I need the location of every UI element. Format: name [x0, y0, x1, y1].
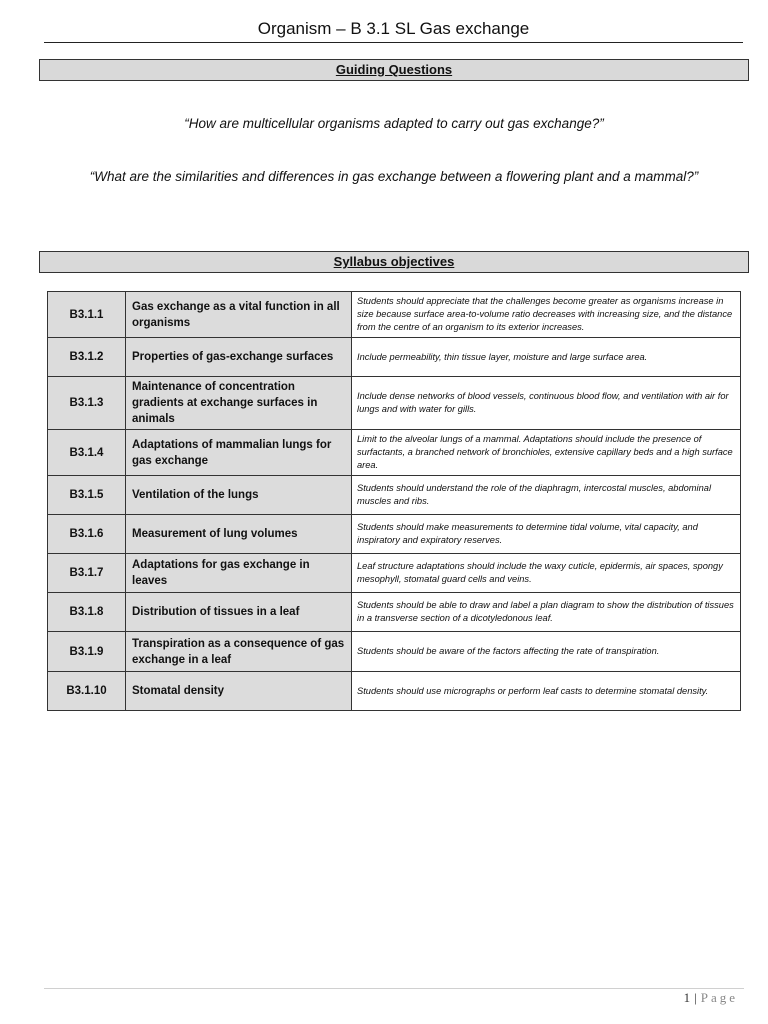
- objective-code: B3.1.9: [48, 632, 126, 672]
- objective-topic: Distribution of tissues in a leaf: [126, 593, 352, 632]
- objective-description: Students should be aware of the factors affecting the rate of transpiration.: [352, 632, 741, 672]
- objective-description: Leaf structure adaptations should include the waxy cuticle, epidermis, air spaces, spongy mesophyll, stomatal guard cells and veins.: [352, 554, 741, 593]
- objective-topic: Properties of gas-exchange surfaces: [126, 338, 352, 377]
- guiding-question-1: “How are multicellular organisms adapted to carry out gas exchange?”: [184, 116, 604, 131]
- table-row: [48, 672, 741, 711]
- objective-topic: Ventilation of the lungs: [126, 476, 352, 515]
- objective-description: Students should appreciate that the challenges become greater as organisms increase in size because surface area-to-volume ratio decreases with increasing size, and the distance from the centre of an organism to its exterior increases.: [352, 292, 741, 338]
- objective-description: Limit to the alveolar lungs of a mammal. Adaptations should include the presence of surfactants, a branched network of bronchioles, extensive capillary beds and a high surface area.: [352, 430, 741, 476]
- objective-code: B3.1.1: [48, 292, 126, 338]
- objective-code: B3.1.10: [48, 672, 126, 711]
- table-row: [48, 554, 741, 593]
- table-row: [48, 338, 741, 377]
- objective-topic: Gas exchange as a vital function in all organisms: [126, 292, 352, 338]
- table-row: [48, 593, 741, 632]
- syllabus-objectives-heading: [39, 251, 749, 273]
- page-title: Organism – B 3.1 SL Gas exchange: [44, 18, 743, 43]
- table-row: [48, 476, 741, 515]
- objective-description: Students should be able to draw and label a plan diagram to show the distribution of tissues in a transverse section of a dicotyledonous leaf.: [352, 593, 741, 632]
- page-word: Page: [700, 990, 738, 1005]
- guiding-questions-heading: [39, 59, 749, 81]
- objective-code: B3.1.2: [48, 338, 126, 377]
- footer-separator: |: [694, 990, 697, 1005]
- objective-code: B3.1.3: [48, 377, 126, 430]
- objective-topic: Adaptations for gas exchange in leaves: [126, 554, 352, 593]
- objective-description: Include permeability, thin tissue layer, moisture and large surface area.: [352, 338, 741, 377]
- footer-divider: [44, 988, 744, 989]
- objective-code: B3.1.5: [48, 476, 126, 515]
- objective-description: Students should make measurements to determine tidal volume, vital capacity, and inspiratory and expiratory reserves.: [352, 515, 741, 554]
- objective-code: B3.1.7: [48, 554, 126, 593]
- objective-description: Students should use micrographs or perform leaf casts to determine stomatal density.: [352, 672, 741, 711]
- objective-topic: Transpiration as a consequence of gas exchange in a leaf: [126, 632, 352, 672]
- page-number: 1: [683, 990, 691, 1005]
- table-row: [48, 430, 741, 476]
- table-row: [48, 377, 741, 430]
- objective-code: B3.1.8: [48, 593, 126, 632]
- page-footer: [684, 990, 738, 1006]
- syllabus-objectives-table: [47, 291, 741, 711]
- objective-topic: Stomatal density: [126, 672, 352, 711]
- objective-code: B3.1.6: [48, 515, 126, 554]
- table-row: [48, 515, 741, 554]
- table-row: [48, 632, 741, 672]
- guiding-questions-heading-text: Guiding Questions: [335, 62, 453, 77]
- objective-topic: Measurement of lung volumes: [126, 515, 352, 554]
- guiding-question-2: “What are the similarities and differences in gas exchange between a flowering plant and a mammal?”: [89, 169, 699, 184]
- objective-description: Include dense networks of blood vessels, continuous blood flow, and ventilation with air for lungs and with water for gills.: [352, 377, 741, 430]
- objective-topic: Adaptations of mammalian lungs for gas exchange: [126, 430, 352, 476]
- objective-topic: Maintenance of concentration gradients at exchange surfaces in animals: [126, 377, 352, 430]
- syllabus-objectives-heading-text: Syllabus objectives: [333, 254, 455, 269]
- objective-description: Students should understand the role of the diaphragm, intercostal muscles, abdominal muscles and ribs.: [352, 476, 741, 515]
- objective-code: B3.1.4: [48, 430, 126, 476]
- table-row: [48, 292, 741, 338]
